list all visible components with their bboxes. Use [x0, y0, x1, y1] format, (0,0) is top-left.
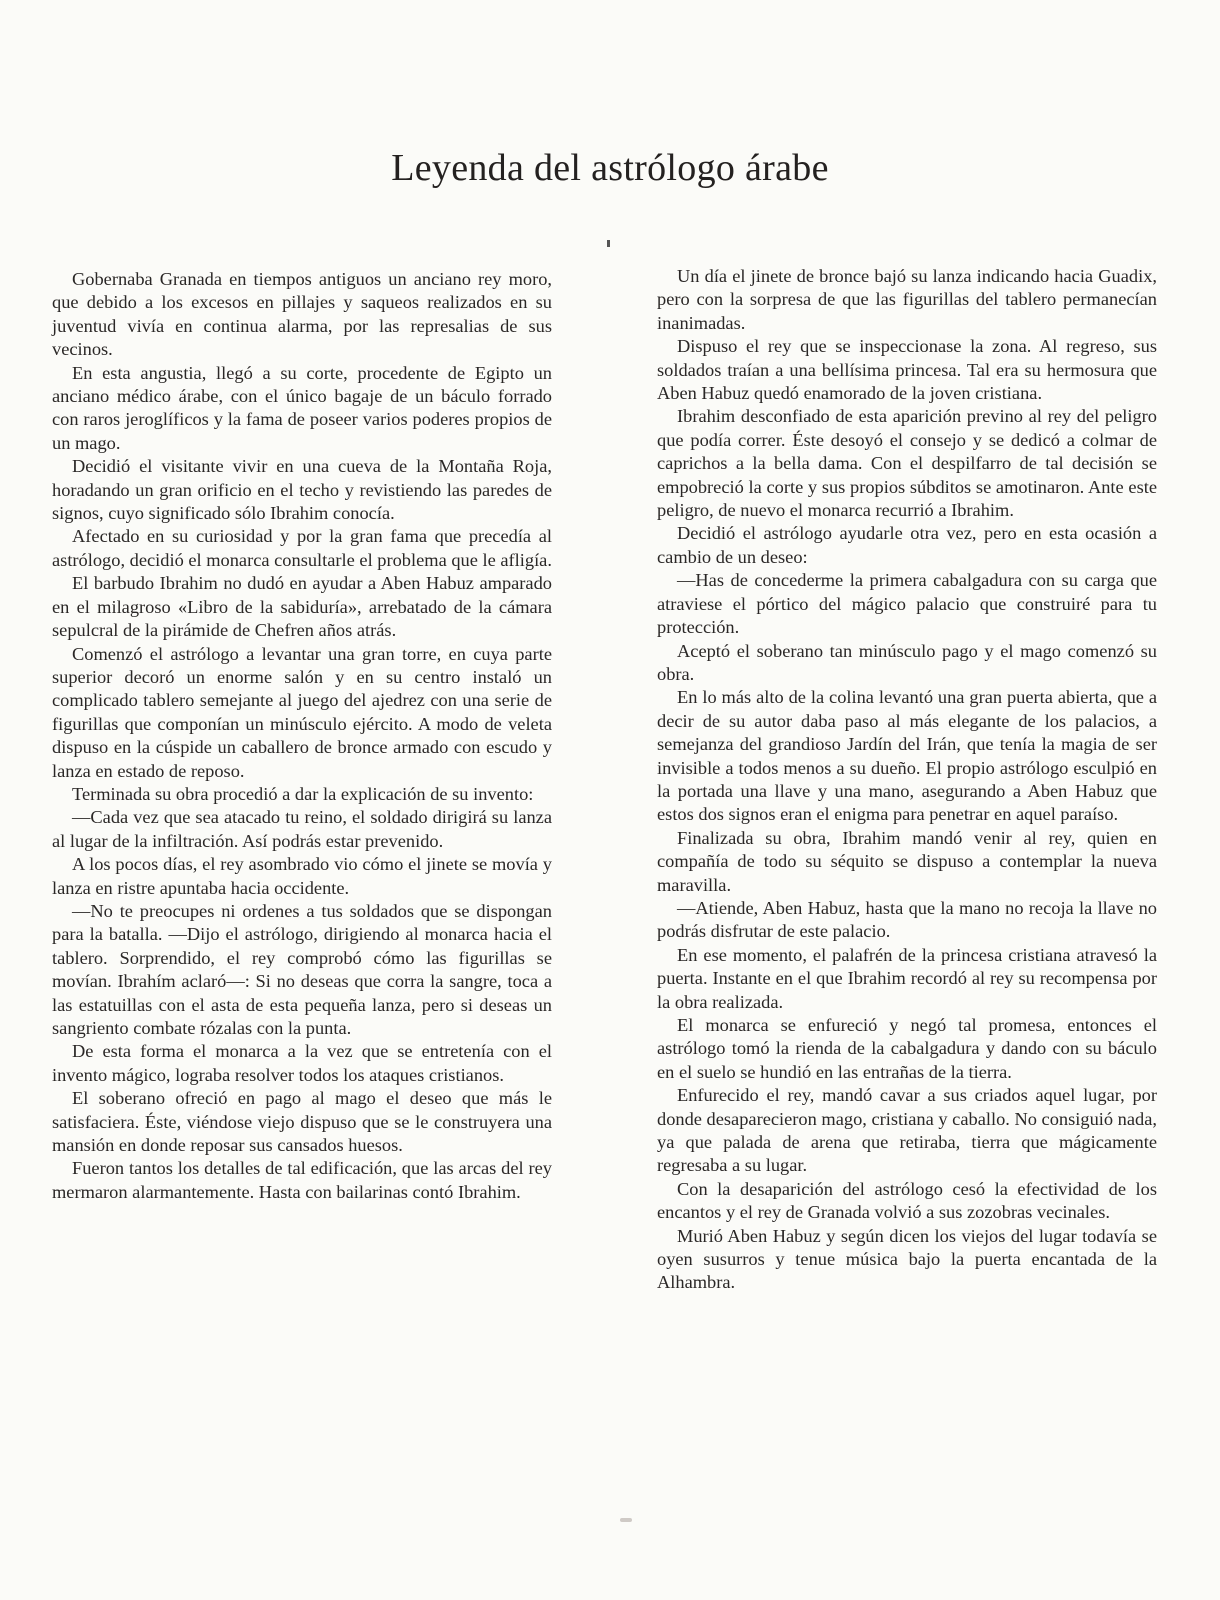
paragraph: Decidió el astrólogo ayudarle otra vez, pero en esta ocasión a cambio de un deseo:	[657, 523, 1157, 567]
paragraph: Aceptó el soberano tan minúsculo pago y el mago comenzó su obra.	[657, 640, 1157, 684]
right-column	[657, 265, 1157, 1295]
paragraph: El barbudo Ibrahim no dudó en ayudar a Aben Habuz amparado en el milagroso «Libro de la sabiduría», arrebatado de la cámara sepulcral de la pirámide de Chefren años atrás.	[52, 573, 552, 641]
paragraph: Dispuso el rey que se inspeccionase la zona. Al regreso, sus soldados traían a una bellísima princesa. Tal era su hermosura que Aben Habuz quedó enamorado de la joven cristiana.	[657, 336, 1157, 404]
paragraph: —No te preocupes ni ordenes a tus soldados que se dispongan para la batalla. —Dijo el astrólogo, dirigiendo al monarca hacia el tablero. Sorprendido, el rey comprobó cómo las figurillas se movían. Ibrahím aclaró—: Si no deseas que corra la sangre, toca a las estatuillas con el asta de esta pequeña lanza, pero si deseas un sangriento combate rózalas con la punta.	[52, 900, 552, 1038]
paragraph: Ibrahim desconfiado de esta aparición previno al rey del peligro que podía correr. Éste desoyó el consejo y se dedicó a colmar de caprichos a la bella dama. Con el despilfarro de tal decisión se empobreció la corte y sus propios súbditos se amotinaron. Ante este peligro, de nuevo el monarca recurrió a Ibrahim.	[657, 406, 1157, 521]
paragraph: Enfurecido el rey, mandó cavar a sus criados aquel lugar, por donde desaparecieron mago, cristiana y caballo. No consiguió nada, ya que palada de arena que retiraba, tierra que mágicamente regresaba a su lugar.	[657, 1085, 1157, 1176]
paragraph: El soberano ofreció en pago al mago el deseo que más le satisfaciera. Éste, viéndose viejo dispuso que se le construyera una mansión en donde reposar sus cansados huesos.	[52, 1088, 552, 1156]
print-mark	[607, 240, 610, 247]
paragraph: Finalizada su obra, Ibrahim mandó venir al rey, quien en compañía de todo su séquito se dispuso a contemplar la nueva maravilla.	[657, 827, 1157, 895]
paragraph: En esta angustia, llegó a su corte, procedente de Egipto un anciano médico árabe, con el único bagaje de un báculo forrado con raros jeroglíficos y la fama de poseer varios poderes propios de un mago.	[52, 362, 552, 453]
paragraph: En lo más alto de la colina levantó una gran puerta abierta, que a decir de su autor daba paso al más elegante de los palacios, a semejanza del grandioso Jardín del Irán, que tenía la magia de ser invisible a todos menos a su dueño. El propio astrólogo esculpió en la portada una llave y una mano, asegurando a Aben Habuz que estos dos signos eran el enigma para penetrar en aquel paraíso.	[657, 687, 1157, 825]
paragraph: —Has de concederme la primera cabalgadura con su carga que atraviese el pórtico del mágico palacio que construiré para tu protección.	[657, 570, 1157, 638]
paragraph: Comenzó el astrólogo a levantar una gran torre, en cuya parte superior decoró un enorme salón y en su centro instaló un complicado tablero semejante al juego del ajedrez con una serie de figurillas que componían un minúsculo ejército. A modo de veleta dispuso en la cúspide un caballero de bronce armado con escudo y lanza en estado de reposo.	[52, 643, 552, 781]
page-title: Leyenda del astrólogo árabe	[391, 147, 829, 189]
paragraph: En ese momento, el palafrén de la princesa cristiana atravesó la puerta. Instante en el que Ibrahim recordó al rey su recompensa por la obra realizada.	[657, 944, 1157, 1012]
paragraph: —Cada vez que sea atacado tu reino, el soldado dirigirá su lanza al lugar de la infiltración. Así podrás estar prevenido.	[52, 807, 552, 851]
paragraph: De esta forma el monarca a la vez que se entretenía con el invento mágico, lograba resolver todos los ataques cristianos.	[52, 1041, 552, 1085]
paragraph: Fueron tantos los detalles de tal edificación, que las arcas del rey mermaron alarmantemente. Hasta con bailarinas contó Ibrahim.	[52, 1158, 552, 1202]
paragraph: Decidió el visitante vivir en una cueva de la Montaña Roja, horadando un gran orificio en el techo y revistiendo las paredes de signos, cuyo significado sólo Ibrahim conocía.	[52, 456, 552, 524]
paragraph: Afectado en su curiosidad y por la gran fama que precedía al astrólogo, decidió el monarca consultarle el problema que le afligía.	[52, 526, 552, 570]
paragraph: Terminada su obra procedió a dar la explicación de su invento:	[72, 783, 534, 804]
paragraph: A los pocos días, el rey asombrado vio cómo el jinete se movía y lanza en ristre apuntaba hacia occidente.	[52, 854, 552, 898]
left-column	[52, 268, 552, 1204]
paragraph: Murió Aben Habuz y según dicen los viejos del lugar todavía se oyen susurros y tenue música bajo la puerta encantada de la Alhambra.	[657, 1225, 1157, 1293]
paragraph: Un día el jinete de bronce bajó su lanza indicando hacia Guadix, pero con la sorpresa de que las figurillas del tablero permanecían inanimadas.	[657, 266, 1157, 333]
paragraph: —Atiende, Aben Habuz, hasta que la mano no recoja la llave no podrás disfrutar de este palacio.	[657, 897, 1157, 942]
paragraph: El monarca se enfureció y negó tal promesa, entonces el astrólogo tomó la rienda de la cabalgadura y dando con su báculo en el suelo se hundió en las entrañas de la tierra.	[657, 1015, 1157, 1082]
paragraph: Gobernaba Granada en tiempos antiguos un anciano rey moro, que debido a los excesos en pillajes y saqueos realizados en su juventud vivía en continua alarma, por las represalias de sus vecinos.	[52, 269, 552, 360]
print-smudge	[620, 1518, 632, 1522]
paragraph: Con la desaparición del astrólogo cesó la efectividad de los encantos y el rey de Granada volvió a sus zozobras vecinales.	[657, 1178, 1157, 1223]
